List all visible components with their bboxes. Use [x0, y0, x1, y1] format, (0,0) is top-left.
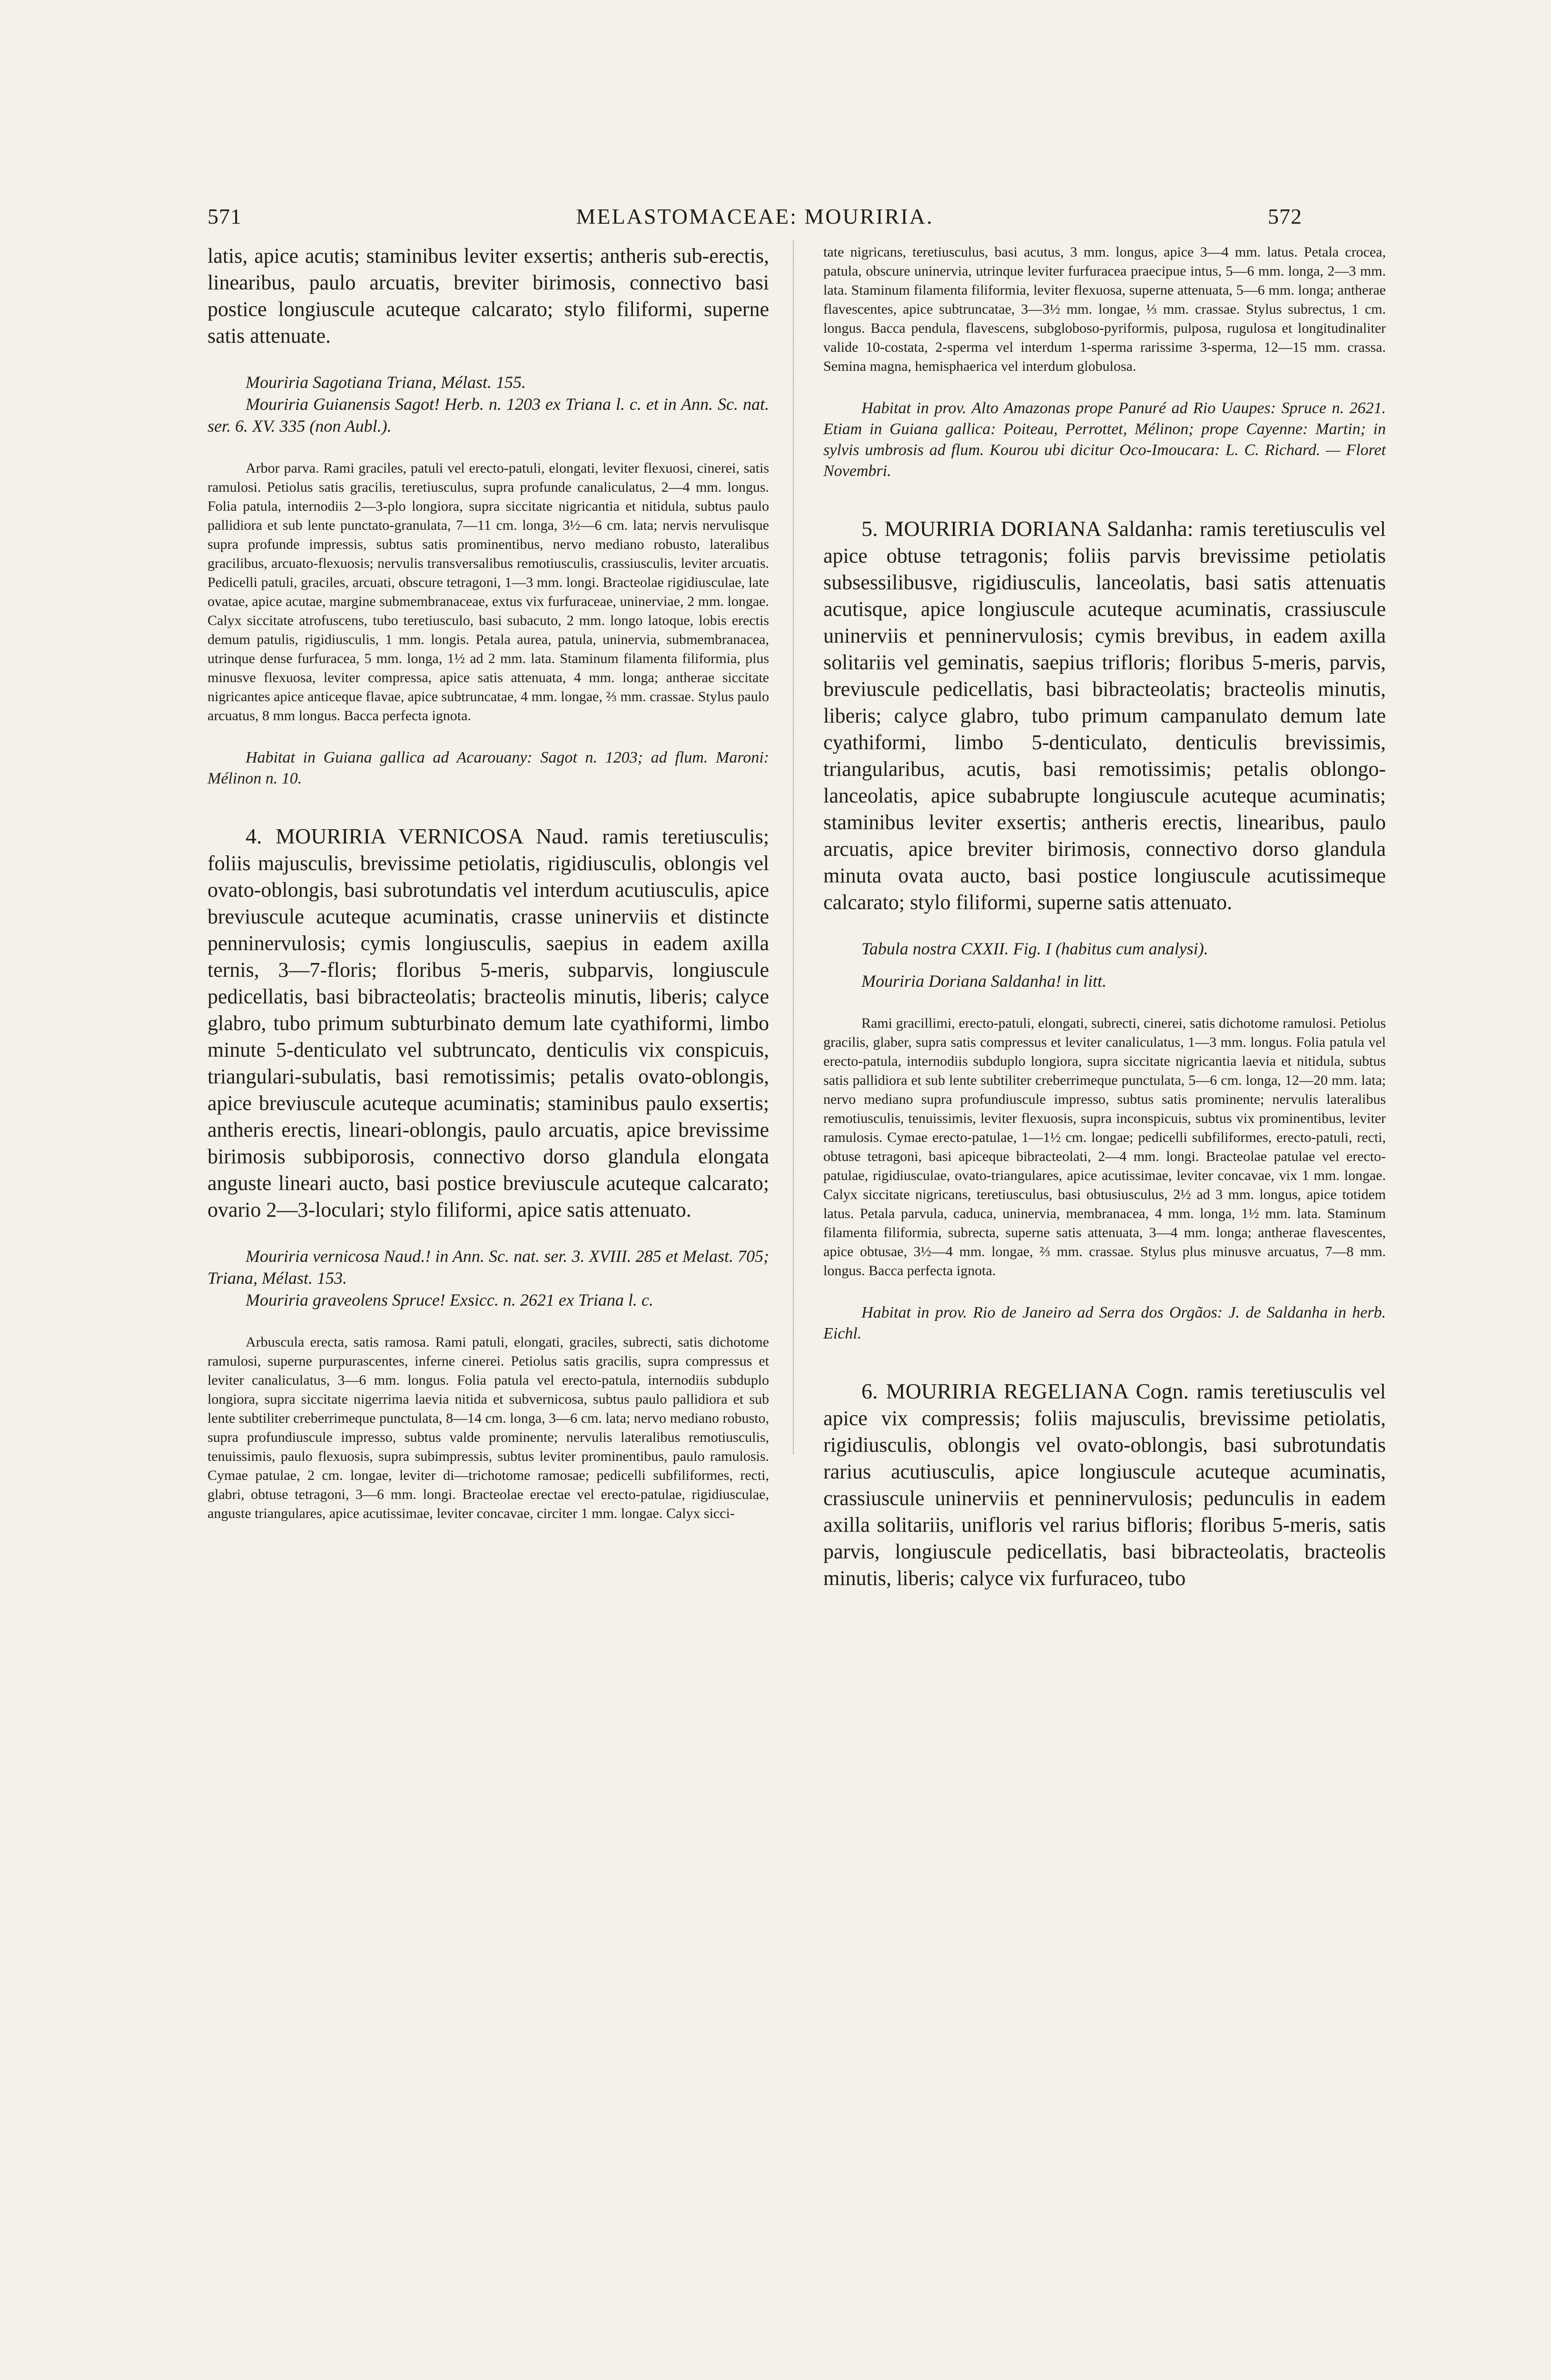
synonym: Mouriria Guianensis Sagot! Herb. n. 1203 ex Triana l. c. et in Ann. Sc. nat. ser. 6. XV. 335 (non Aubl.).: [207, 395, 769, 436]
left-column: [207, 243, 769, 1523]
page-number-left: 571: [207, 204, 242, 228]
species-diagnosis: ramis teretiusculis; foliis majusculis, brevissime petiolatis, rigidiusculis, oblongis vel ovato-oblongis, basi subrotundatis vel interdum acutiusculis, apice breviuscule acuteque acuminatis, crasse uninerviis et distincte penninervulosis; cymis longiusculis, saepius in eadem axilla ternis, 3—7-floris; floribus 5-meris, subparvis, longiuscule pedicellatis, basi bibracteolatis; bracteolis minutis, liberis; calyce glabro, tubo primum subturbinato demum late cyathiformi, limbo minute 5-denticulato vel subtruncato, denticulis vix conspicuis, triangulari-subulatis, basi remotissimis; petalis ovato-oblongis, apice breviuscule acuteque acuminatis; staminibus paulo exsertis; antheris erectis, lineari-oblongis, paulo arcuatis, apice brevissime birimosis subbiporosis, connectivo dorso glandula elongata anguste lineari aucto, basi postice breviuscule acuteque calcarato; ovario 2—3-loculari; stylo filiformi, apice satis attenuato.: [207, 825, 769, 1221]
synonym: Mouriria graveolens Spruce! Exsicc. n. 2621 ex Triana l. c.: [246, 1290, 653, 1309]
species-description: Rami gracillimi, erecto-patuli, elongati, subrecti, cinerei, satis dichotome ramulosi. Petiolus gracilis, glaber, supra satis compressus et leviter canaliculatus, 1—3 mm. longus. Folia patula vel erecto-patula, internodiis subduplo longiora, supra siccitate nigricantia laevia et nitidula, subtus satis pallidiora et sub lente subtiliter creberrimeque punctulata, 5—6 cm. longa, 12—20 mm. lata; nervo mediano supra profundiuscule impresso, subtus satis prominente; nervulis lateralibus remotiusculis, tenuissimis, leviter flexuosis, supra inconspicuis, subtus vix prominentibus, leviter ramulosis. Cymae erecto-patulae, 1—1½ cm. longae; pedicelli subfiliformes, erecto-patuli, recti, obtuse tetragoni, basi apiceque bibracteolati, 2—4 mm. longi. Bracteolae patulae vel erecto-patulae, rigidiusculae, ovato-triangulares, apice acutissimae, leviter concavae, vix 1 mm. longae. Calyx siccitate nigricans, teretiusculus, basi obtusiusculus, 2½ ad 3 mm. longus, apice totidem latus. Petala parvula, caduca, uninervia, membranacea, 4 mm. longa, 1½ mm. lata. Staminum filamenta filiformia, subrecta, superne satis attenuata, 3—4 mm. longa; antherae flavescentes, apice obtusae, 3½—4 mm. longae, ⅔ mm. crassae. Stylus plus minusve arcuatus, 7—8 mm. longus. Bacca perfecta ignota.: [823, 1015, 1386, 1279]
species-heading: 6. MOURIRIA REGELIANA Cogn.: [861, 1379, 1189, 1403]
intro-text: latis, apice acutis; staminibus leviter exsertis; antheris sub-erectis, linearibus, paulo arcuatis, breviter birimosis, connectivo basi postice longiuscule acuteque calcarato; stylo filiformi, superne satis attenuate.: [207, 244, 769, 347]
species-entry: [823, 515, 1386, 916]
synonym: Mouriria vernicosa Naud.! in Ann. Sc. nat. ser. 3. XVIII. 285 et Melast. 705; Triana, Mélast. 153.: [207, 1247, 769, 1288]
habitat-note: Habitat in prov. Alto Amazonas prope Panuré ad Rio Uaupes: Spruce n. 2621. Etiam in Guiana gallica: Poiteau, Perrottet, Mélinon; prope Cayenne: Martin; in sylvis umbrosis ad flum. Kourou ubi dicitur Oco-Imoucara: L. C. Richard. — Floret Novembri.: [823, 399, 1386, 480]
species-entry: [207, 823, 769, 1223]
species-description: Arbor parva. Rami graciles, patuli vel erecto-patuli, elongati, leviter flexuosi, cinerei, satis ramulosi. Petiolus satis gracilis, teretiusculus, supra profunde canaliculatus, 2—4 mm. longus. Folia patula, internodiis 2—3-plo longiora, supra siccitate nigricantia et nitidula, subtus paulo pallidiora et sub lente punctato-granulata, 7—11 cm. longa, 3½—6 cm. lata; nervis nervulisque supra profunde impressis, subtus satis prominentibus, nervo mediano robusto, lateralibus gracilibus, arcuato-flexuosis; nervulis transversalibus remotiusculis, crassiusculis, leviter arcuatis. Pedicelli patuli, graciles, arcuati, obscure tetragoni, 1—3 mm. longi. Bracteolae rigidiusculae, late ovatae, apice acutae, margine submembranaceae, extus vix furfuraceae, uninerviae, 2 mm. longae. Calyx siccitate atrofuscens, tubo teretiusculo, basi subacuto, 2 mm. longo latoque, lobis erectis demum patulis, rigidiusculis, 1 mm. longis. Petala aurea, patula, uninervia, submembranacea, utrinque dense furfuracea, 5 mm. longa, 1½ ad 2 mm. lata. Staminum filamenta filiformia, plus minusve flexuosa, leviter compressa, apice satis attenuata, 4 mm. longa; antherae siccitate nigricantes apice anticeque flavae, apice subtruncatae, 4 mm. longae, ⅔ mm. crassae. Stylus paulo arcuatus, 8 mm longus. Bacca perfecta ignota.: [207, 460, 769, 724]
species-entry: [823, 1378, 1386, 1592]
running-title: MELASTOMACEAE: MOURIRIA.: [576, 204, 934, 228]
species-diagnosis: ramis teretiusculis vel apice obtuse tetragonis; foliis parvis brevissime petiolatis subsessilibusve, rigidiusculis, lanceolatis, basi satis attenuatis acutisque, apice longiuscule acuteque acuminatis, crassiuscule uninerviis et penninervulosis; cymis brevibus, in eadem axilla solitariis vel geminatis, saepius trifloris; floribus 5-meris, parvis, breviuscule pedicellatis, basi bibracteolatis; bracteolis minutis, liberis; calyce glabro, tubo primum campanulato demum late cyathiformi, limbo 5-denticulato, denticulis brevissimis, triangularibus, acutis, basi remotissimis; petalis oblongo-lanceolatis, apice subabrupte longiuscule acuteque acuminatis; staminibus leviter exsertis; antheris erectis, linearibus, paulo arcuatis, apice breviter birimosis, connectivo dorso glandula minuta ovata aucto, basi postice longiuscule acutissimeque calcarato; stylo filiformi, superne satis attenuato.: [823, 517, 1386, 914]
species-description-continued: tate nigricans, teretiusculus, basi acutus, 3 mm. longus, apice 3—4 mm. latus. Petala crocea, patula, obscure uninervia, utrinque leviter furfuracea praecipue intus, 5—6 mm. longa, 2—3 mm. lata. Staminum filamenta filiformia, leviter flexuosa, superne attenuata, 5—6 mm. longa; antherae flavescentes, apice subtruncatae, 3—3½ mm. longae, ⅓ mm. crassae. Stylus subrectus, 1 cm. longus. Bacca pendula, flavescens, subgloboso-pyriformis, pulposa, rugulosa et longitudinaliter valide 10-costata, 2-sperma vel interdum 1-sperma rarissime 3-sperma, 12—15 mm. crassa. Semina magna, hemisphaerica vel interdum globulosa.: [823, 244, 1386, 374]
species-heading: 4. MOURIRIA VERNICOSA Naud.: [246, 824, 589, 848]
synonym: Mouriria Sagotiana Triana, Mélast. 155.: [246, 373, 526, 392]
page-number-right: 572: [1268, 204, 1302, 228]
species-heading: 5. MOURIRIA DORIANA Saldanha:: [861, 516, 1194, 541]
running-header: [207, 204, 1302, 232]
species-diagnosis: ramis teretiusculis vel apice vix compressis; foliis majusculis, brevissime petiolatis, rigidiusculis, oblongis vel ovato-oblongis, basi subrotundatis rarius acutiusculis, apice longiuscule acuteque acuminatis, crassiuscule uninerviis et penninervulosis; pedunculis in eadem axilla solitariis, unifloris vel rarius bifloris; floribus 5-meris, satis parvis, longiuscule pedicellatis, basi bibracteolatis, bracteolis minutis, liberis; calyce vix furfuraceo, tubo: [823, 1380, 1386, 1590]
synonym: Mouriria Doriana Saldanha! in litt.: [861, 972, 1107, 991]
habitat-note: Habitat in Guiana gallica ad Acarouany: Sagot n. 1203; ad flum. Maroni: Mélinon n. 10.: [207, 749, 769, 787]
column-divider: [793, 240, 794, 1454]
plate-reference: Tabula nostra CXXII. Fig. I (habitus cum analysi).: [861, 939, 1208, 958]
species-description: Arbuscula erecta, satis ramosa. Rami patuli, elongati, graciles, subrecti, satis dichotome ramulosi, superne purpurascentes, inferne cinerei. Petiolus satis gracilis, supra compressus et leviter canaliculatus, 3—6 mm. longus. Folia patula vel erecto-patula, internodiis subduplo longiora, supra siccitate nigerrima laevia nitida et subvernicosa, subtus paulo pallidiora et sub lente subtiliter creberrimeque punctulata, 8—14 cm. longa, 3—6 cm. lata; nervo mediano robusto, supra profundiuscule impresso, subtus valde prominente; nervulis lateralibus remotiusculis, tenuissimis, paulo flexuosis, supra subimpressis, subtus leviter prominentibus, paulo ramulosis. Cymae patulae, 2 cm. longae, leviter di—trichotome ramosae; pedicelli subfiliformes, recti, glabri, obtuse tetragoni, 3—6 mm. longi. Bracteolae erectae vel erecto-patulae, rigidiusculae, anguste triangulares, apice acutissimae, leviter concavae, circiter 1 mm. longae. Calyx sicci-: [207, 1334, 769, 1521]
right-column: [823, 243, 1386, 1592]
habitat-note: Habitat in prov. Rio de Janeiro ad Serra dos Orgãos: J. de Saldanha in herb. Eichl.: [823, 1304, 1386, 1342]
